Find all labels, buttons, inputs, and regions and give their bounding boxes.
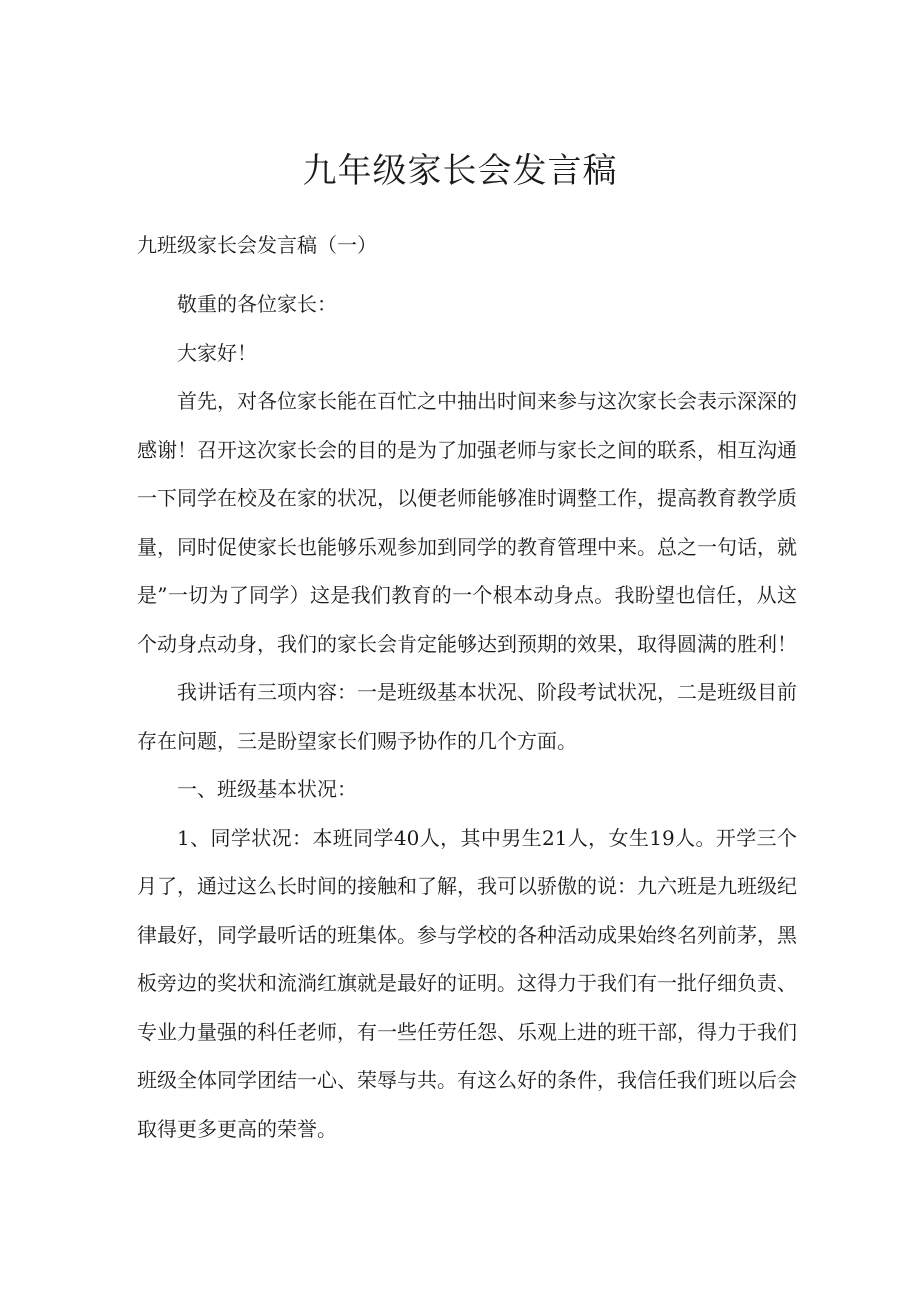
document-title: 九年级家长会发言稿	[302, 151, 618, 191]
paragraph-agenda: 我讲话有三项内容：一是班级基本状况、阶段考试状况，二是班级目前存在问题，三是盼望家长们赐予协作的几个方面。	[137, 680, 797, 753]
document-subtitle: 九班级家长会发言稿（一）	[137, 233, 377, 257]
greeting: 大家好！	[177, 340, 257, 365]
salutation: 敬重的各位家长：	[177, 292, 337, 316]
paragraph-student-status: 1、同学状况：本班同学40人，其中男生21人，女生19人。开学三个月了，通过这么长时间的接触和了解，我可以骄傲的说：九六班是九班级纪律最好，同学最听话的班集体。参与学校的各种活动成果始终名列前茅，黑板旁边的奖状和流淌红旗就是最好的证明。这得力于我们有一批仔细负责、专业力量强的科任老师，有一些任劳任怨、乐观上进的班干部，得力于我们班级全体同学团结一心、荣辱与共。有这么好的条件，我信任我们班以后会取得更多更高的荣誉。	[137, 825, 797, 1141]
document-body	[137, 280, 797, 1153]
section-heading: 一、班级基本状况：	[177, 777, 357, 801]
paragraph-opening: 首先，对各位家长能在百忙之中抽出时间来参与这次家长会表示深深的感谢！召开这次家长会的目的是为了加强老师与家长之间的联系，相互沟通一下同学在校及在家的状况，以便老师能够准时调整工作，提高教育教学质量，同时促使家长也能够乐观参加到同学的教育管理中来。总之一句话，就是”一切为了同学）这是我们教育的一个根本动身点。我盼望也信任，从这个动身点动身，我们的家长会肯定能够达到预期的效果，取得圆满的胜利！	[137, 389, 797, 656]
